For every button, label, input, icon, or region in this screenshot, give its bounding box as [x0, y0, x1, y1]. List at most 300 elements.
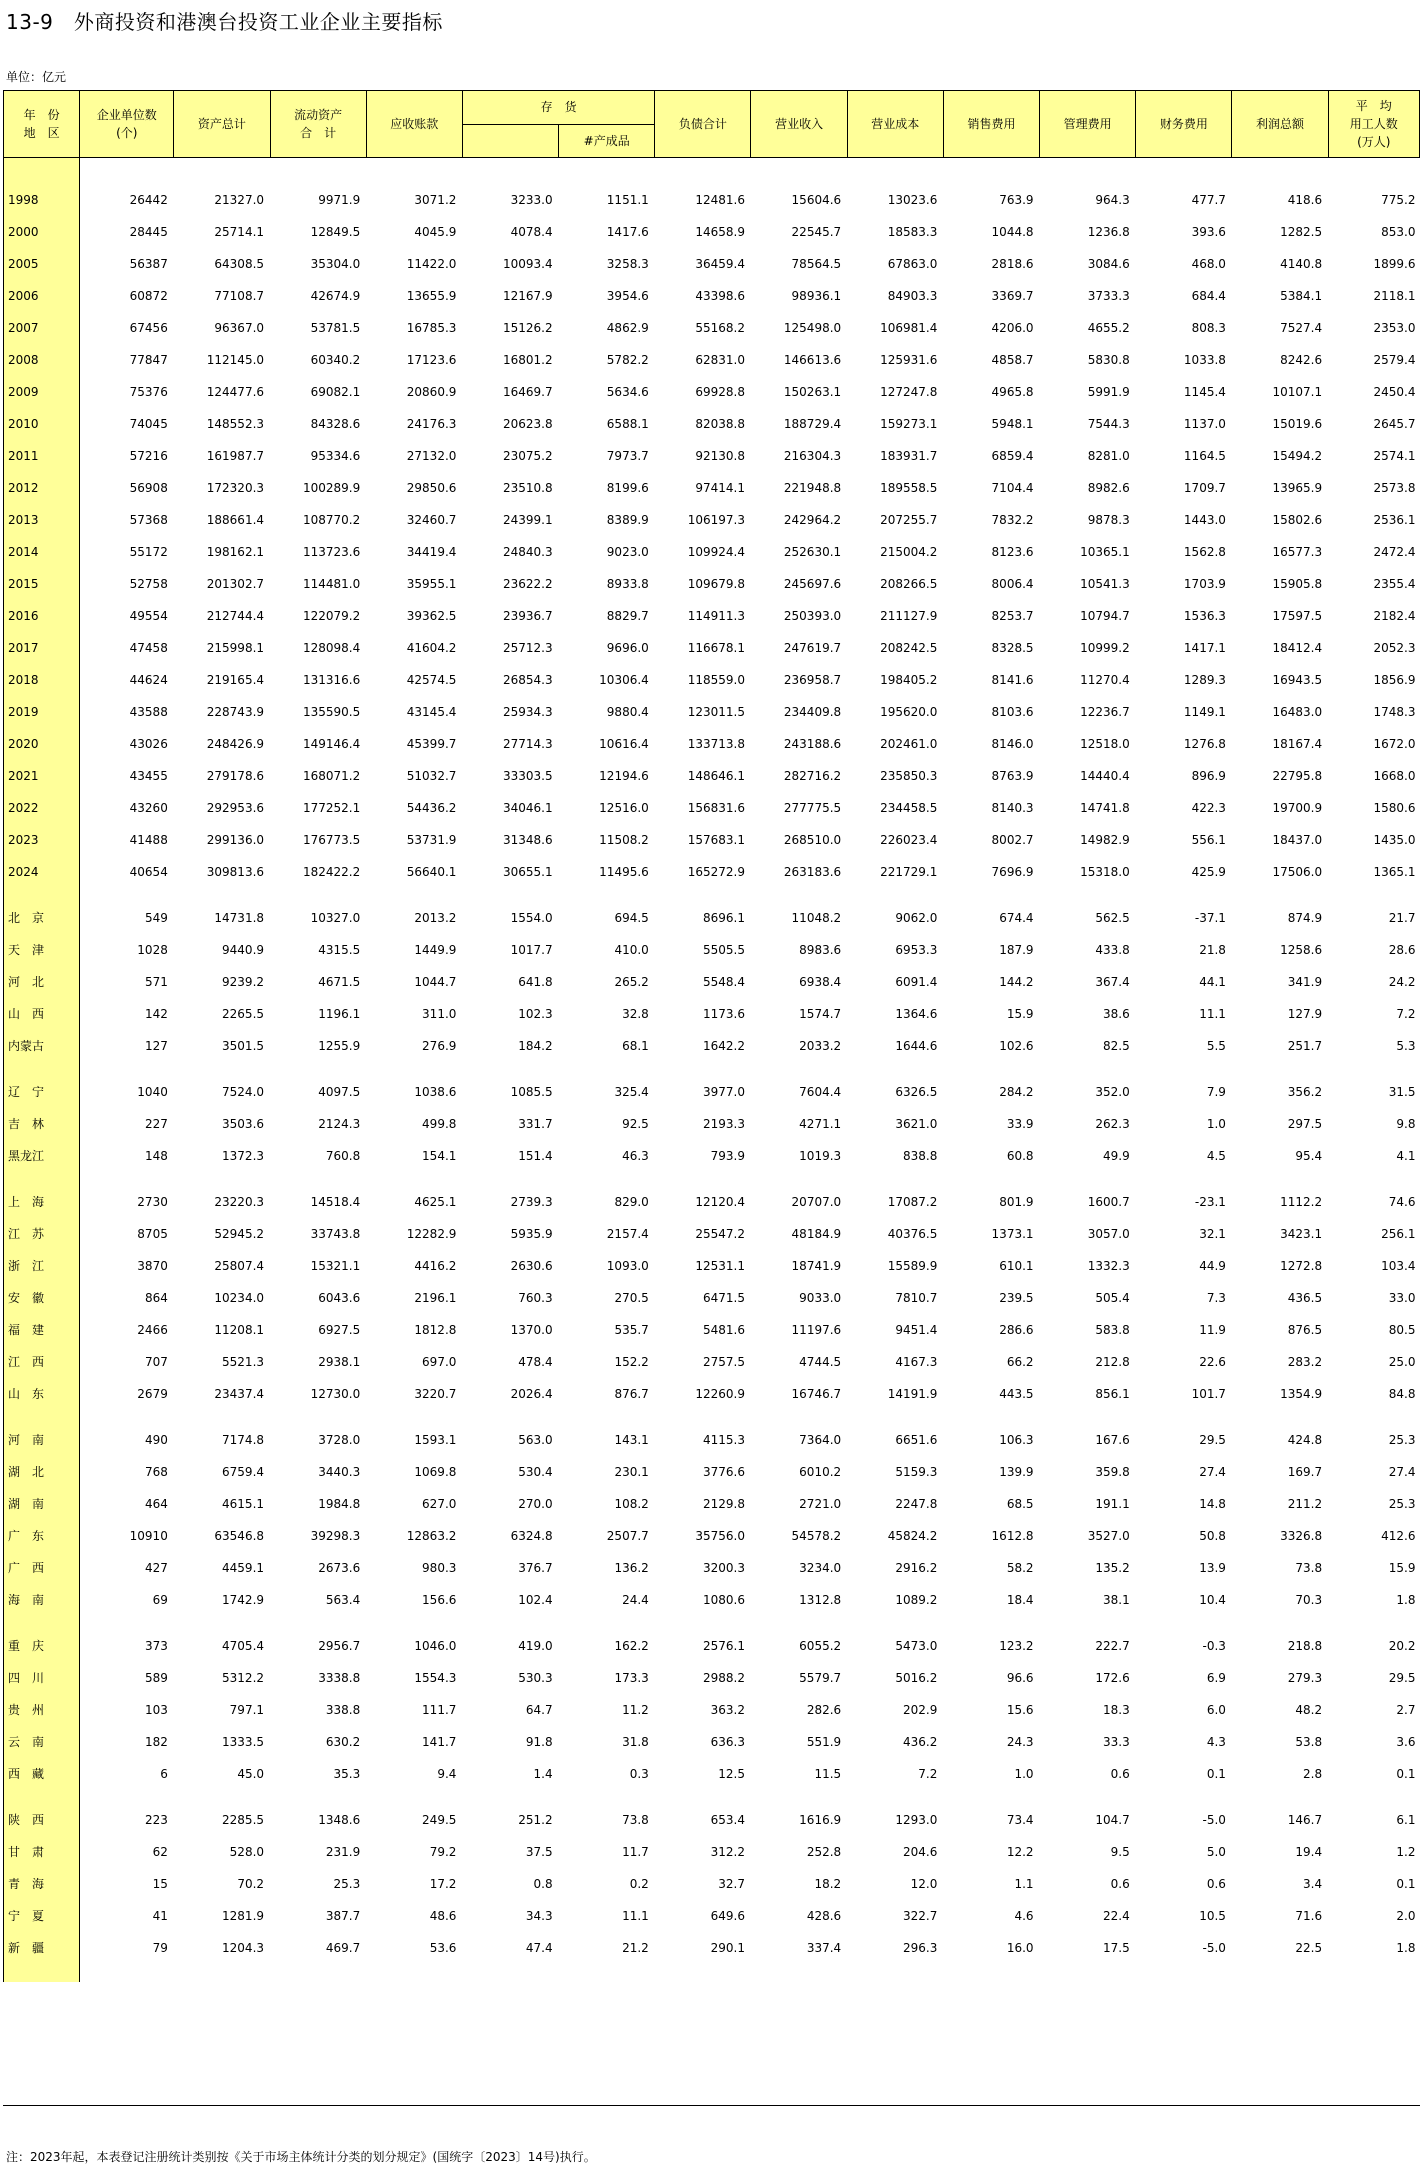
table-cell: 8983.6 [799, 943, 842, 957]
year-row [4, 792, 1420, 824]
table-cell: 4.3 [1206, 1735, 1226, 1749]
table-cell: 262.3 [1095, 1117, 1130, 1131]
table-cell: 12282.9 [406, 1227, 457, 1241]
table-cell: 468.0 [1191, 257, 1226, 271]
year-row [4, 632, 1420, 664]
header-revenue: 营业收入 [751, 91, 847, 158]
table-cell: 270.0 [518, 1497, 553, 1511]
table-cell: 7.3 [1206, 1291, 1226, 1305]
table-cell: 478.4 [518, 1355, 553, 1369]
table-cell: 1019.3 [799, 1149, 842, 1163]
table-cell: 114481.0 [302, 577, 361, 591]
table-cell: 114911.3 [687, 609, 745, 623]
table-cell: 2988.2 [702, 1671, 745, 1685]
table-cell: 1417.1 [1183, 641, 1226, 655]
table-cell: 8933.8 [606, 577, 649, 591]
table-cell: 58.2 [1006, 1561, 1034, 1575]
table-cell: 1276.8 [1183, 737, 1226, 751]
table-cell: 1164.5 [1183, 449, 1226, 463]
table-cell: 433.8 [1095, 943, 1130, 957]
table-cell: -0.3 [1202, 1639, 1226, 1653]
table-cell: 38.1 [1103, 1593, 1130, 1607]
table-cell: 156.6 [422, 1593, 457, 1607]
table-cell: 113723.6 [302, 545, 361, 559]
year-row [4, 312, 1420, 344]
table-cell: 122079.2 [302, 609, 361, 623]
table-cell: 29850.6 [406, 481, 457, 495]
table-cell: 299136.0 [206, 833, 265, 847]
year-label: 2005 [4, 248, 80, 280]
table-cell: 4206.0 [991, 321, 1034, 335]
table-cell: 1348.6 [318, 1813, 361, 1827]
unit-label: 单位：亿元 [6, 70, 67, 84]
table-cell: 1293.0 [895, 1813, 938, 1827]
table-cell: 284.2 [999, 1085, 1034, 1099]
table-cell: 188729.4 [783, 417, 842, 431]
table-cell: 25.3 [333, 1877, 361, 1891]
table-cell: 135.2 [1095, 1561, 1130, 1575]
table-cell: 1593.1 [414, 1433, 457, 1447]
table-cell: 60872 [129, 289, 168, 303]
table-cell: 1289.3 [1183, 673, 1226, 687]
table-cell: 0.1 [1206, 1767, 1226, 1781]
table-cell: 12.5 [718, 1767, 745, 1781]
table-cell: 2450.4 [1373, 385, 1416, 399]
table-cell: 3200.3 [702, 1561, 745, 1575]
table-cell: 95.4 [1295, 1149, 1323, 1163]
table-cell: 0.1 [1396, 1877, 1416, 1891]
table-cell: 106197.3 [687, 513, 745, 527]
table-cell: 530.4 [518, 1465, 553, 1479]
table-cell: 125498.0 [783, 321, 842, 335]
table-cell: 33303.5 [502, 769, 553, 783]
table-cell: 33.3 [1103, 1735, 1130, 1749]
table-cell: 111.7 [422, 1703, 457, 1717]
table-cell: 204.6 [903, 1845, 938, 1859]
table-cell: 127.9 [1287, 1007, 1323, 1021]
spacer-row [4, 1062, 1420, 1076]
header-inventory-sub [462, 124, 558, 158]
header-liabilities: 负债合计 [655, 91, 751, 158]
table-cell: 252630.1 [783, 545, 842, 559]
region-label: 海 南 [4, 1584, 80, 1616]
table-cell: 1443.0 [1183, 513, 1226, 527]
table-cell: 74.6 [1388, 1195, 1416, 1209]
table-cell: 1333.5 [222, 1735, 265, 1749]
table-cell: 32460.7 [406, 513, 457, 527]
table-cell: 5579.7 [799, 1671, 842, 1685]
table-cell: 3440.3 [318, 1465, 361, 1479]
table-cell: 4655.2 [1087, 321, 1130, 335]
table-cell: 11270.4 [1080, 673, 1130, 687]
table-cell: 23075.2 [502, 449, 553, 463]
table-cell: 177252.1 [302, 801, 361, 815]
table-cell: 45.0 [237, 1767, 265, 1781]
table-cell: 341.9 [1287, 975, 1323, 989]
year-label: 2009 [4, 376, 80, 408]
table-cell: 15 [152, 1877, 168, 1891]
table-cell: 630.2 [325, 1735, 361, 1749]
header-finished-goods: #产成品 [559, 124, 655, 158]
table-cell: 443.5 [999, 1387, 1034, 1401]
table-cell: 11.9 [1199, 1323, 1226, 1337]
table-cell: 2355.4 [1373, 577, 1416, 591]
region-label: 四 川 [4, 1662, 80, 1694]
year-row [4, 664, 1420, 696]
table-cell: 12531.1 [695, 1259, 745, 1273]
table-cell: 13965.9 [1272, 481, 1323, 495]
year-label: 1998 [4, 184, 80, 216]
table-cell: 7524.0 [222, 1085, 265, 1099]
region-row [4, 1456, 1420, 1488]
table-cell: 1748.3 [1373, 705, 1416, 719]
year-row [4, 408, 1420, 440]
spacer-row [4, 1410, 1420, 1424]
table-cell: 35756.0 [695, 1529, 745, 1543]
table-cell: 3084.6 [1087, 257, 1130, 271]
table-cell: 63546.8 [214, 1529, 265, 1543]
table-cell: 356.2 [1287, 1085, 1323, 1099]
table-cell: 7527.4 [1280, 321, 1323, 335]
table-cell: 24.3 [1006, 1735, 1034, 1749]
year-label: 2021 [4, 760, 80, 792]
table-cell: 102.3 [518, 1007, 553, 1021]
table-cell: 8328.5 [991, 641, 1034, 655]
table-cell: 359.8 [1095, 1465, 1130, 1479]
table-cell: 45824.2 [887, 1529, 938, 1543]
table-cell: 25.3 [1388, 1433, 1416, 1447]
table-cell: 2033.2 [799, 1039, 842, 1053]
table-cell: 7973.7 [606, 449, 649, 463]
table-cell: 15321.1 [310, 1259, 361, 1273]
table-cell: 0.3 [629, 1767, 649, 1781]
table-cell: 11197.6 [791, 1323, 842, 1337]
table-cell: 216304.3 [783, 449, 842, 463]
table-cell: 15604.6 [791, 193, 842, 207]
header-cost: 营业成本 [847, 91, 943, 158]
table-cell: 1644.6 [895, 1039, 938, 1053]
table-cell: 77847 [129, 353, 168, 367]
table-cell: 2536.1 [1373, 513, 1416, 527]
table-cell: 32.1 [1199, 1227, 1226, 1241]
table-cell: 151.4 [518, 1149, 553, 1163]
table-cell: 15589.9 [887, 1259, 938, 1273]
table-cell: 3728.0 [318, 1433, 361, 1447]
table-cell: 337.4 [806, 1941, 842, 1955]
table-cell: 793.9 [710, 1149, 745, 1163]
table-cell: 3234.0 [799, 1561, 842, 1575]
table-cell: 768 [144, 1465, 168, 1479]
table-cell: 2196.1 [414, 1291, 457, 1305]
table-cell: 79.2 [429, 1845, 457, 1859]
table-cell: 1612.8 [991, 1529, 1034, 1543]
table-cell: 222.7 [1095, 1639, 1130, 1653]
table-cell: 2630.6 [510, 1259, 553, 1273]
header-current-assets: 流动资产 合 计 [270, 91, 366, 158]
table-cell: 33.0 [1388, 1291, 1416, 1305]
table-cell: 41488 [129, 833, 168, 847]
table-cell: 157683.1 [687, 833, 745, 847]
table-cell: 41 [152, 1909, 168, 1923]
table-cell: 16577.3 [1272, 545, 1323, 559]
table-cell: 57216 [129, 449, 168, 463]
year-label: 2008 [4, 344, 80, 376]
table-cell: 10093.4 [502, 257, 553, 271]
table-cell: 10234.0 [214, 1291, 265, 1305]
table-cell: 22.6 [1199, 1355, 1226, 1369]
table-cell: 43455 [129, 769, 168, 783]
table-cell: 22.4 [1103, 1909, 1130, 1923]
table-cell: 62 [152, 1845, 168, 1859]
region-row [4, 1186, 1420, 1218]
table-cell: 3954.6 [606, 289, 649, 303]
table-cell: 8141.6 [991, 673, 1034, 687]
table-cell: 9062.0 [895, 911, 938, 925]
table-cell: 142 [144, 1007, 168, 1021]
table-cell: 286.6 [999, 1323, 1034, 1337]
table-cell: 15905.8 [1272, 577, 1323, 591]
table-cell: 853.0 [1381, 225, 1416, 239]
table-cell: -23.1 [1194, 1195, 1226, 1209]
table-cell: 3.6 [1396, 1735, 1416, 1749]
table-cell: 7364.0 [799, 1433, 842, 1447]
header-employees: 平 均 用工人数 (万人) [1328, 91, 1419, 158]
table-cell: 172320.3 [206, 481, 265, 495]
table-cell: 583.8 [1095, 1323, 1130, 1337]
region-row [4, 902, 1420, 934]
table-cell: 9880.4 [606, 705, 649, 719]
table-cell: 367.4 [1095, 975, 1130, 989]
table-cell: 1856.9 [1373, 673, 1416, 687]
table-cell: 108.2 [614, 1497, 649, 1511]
region-row [4, 1378, 1420, 1410]
region-label: 广 东 [4, 1520, 80, 1552]
year-label: 2011 [4, 440, 80, 472]
table-cell: 6953.3 [895, 943, 938, 957]
table-cell: 5935.9 [510, 1227, 553, 1241]
table-cell: 227 [144, 1117, 168, 1131]
table-cell: 964.3 [1095, 193, 1130, 207]
table-cell: 7696.9 [991, 865, 1034, 879]
table-cell: 296.3 [903, 1941, 938, 1955]
table-cell: 68.1 [622, 1039, 649, 1053]
table-cell: 19700.9 [1272, 801, 1323, 815]
region-label: 陕 西 [4, 1804, 80, 1836]
region-label: 重 庆 [4, 1630, 80, 1662]
table-cell: 25934.3 [502, 705, 553, 719]
table-cell: 610.1 [999, 1259, 1034, 1273]
table-cell: 387.7 [325, 1909, 361, 1923]
table-cell: 418.6 [1287, 193, 1323, 207]
table-cell: 123011.5 [687, 705, 745, 719]
table-cell: 24399.1 [502, 513, 553, 527]
table-cell: 312.2 [710, 1845, 745, 1859]
table-cell: 3977.0 [702, 1085, 745, 1099]
table-cell: 69082.1 [310, 385, 361, 399]
table-cell: 9451.4 [895, 1323, 938, 1337]
table-cell: 45399.7 [406, 737, 457, 751]
year-row [4, 344, 1420, 376]
table-cell: 15126.2 [502, 321, 553, 335]
table-cell: 1709.7 [1183, 481, 1226, 495]
table-cell: 62831.0 [695, 353, 745, 367]
table-cell: 1332.3 [1087, 1259, 1130, 1273]
table-cell: 1149.1 [1183, 705, 1226, 719]
table-cell: 168071.2 [302, 769, 361, 783]
table-cell: 73.4 [1006, 1813, 1034, 1827]
region-label: 河 南 [4, 1424, 80, 1456]
table-cell: 9033.0 [799, 1291, 842, 1305]
table-cell: 215004.2 [880, 545, 938, 559]
table-cell: 67456 [129, 321, 168, 335]
table-cell: 1812.8 [414, 1323, 457, 1337]
table-cell: 1.0 [1206, 1117, 1226, 1131]
table-cell: 3621.0 [895, 1117, 938, 1131]
table-cell: 15019.6 [1272, 417, 1323, 431]
table-cell: 230.1 [614, 1465, 649, 1479]
table-cell: 69928.8 [695, 385, 745, 399]
table-cell: 28445 [129, 225, 168, 239]
table-cell: 143.1 [614, 1433, 649, 1447]
table-cell: 3071.2 [414, 193, 457, 207]
table-cell: 808.3 [1191, 321, 1226, 335]
table-cell: 162.2 [614, 1639, 649, 1653]
region-row [4, 1076, 1420, 1108]
table-cell: 5505.5 [702, 943, 745, 957]
table-cell: 27.4 [1199, 1465, 1226, 1479]
table-cell: 410.0 [614, 943, 649, 957]
table-cell: 697.0 [422, 1355, 457, 1369]
table-cell: 464 [144, 1497, 168, 1511]
table-cell: 91.8 [525, 1735, 553, 1749]
table-cell: 563.4 [325, 1593, 361, 1607]
table-cell: 18437.0 [1272, 833, 1323, 847]
table-cell: 8705 [137, 1227, 168, 1241]
table-cell: 2.0 [1396, 1909, 1416, 1923]
table-cell: 1089.2 [895, 1593, 938, 1607]
table-cell: 6326.5 [895, 1085, 938, 1099]
year-row [4, 184, 1420, 216]
table-cell: 202.9 [903, 1703, 938, 1717]
table-cell: 4459.1 [222, 1561, 265, 1575]
table-cell: 149146.4 [302, 737, 361, 751]
table-cell: 1272.8 [1280, 1259, 1323, 1273]
table-cell: 563.0 [518, 1433, 553, 1447]
table-cell: 234458.5 [880, 801, 938, 815]
table-cell: 7174.8 [222, 1433, 265, 1447]
region-label: 江 苏 [4, 1218, 80, 1250]
table-cell: 2673.6 [318, 1561, 361, 1575]
year-label: 2010 [4, 408, 80, 440]
table-cell: 1017.7 [510, 943, 553, 957]
table-cell: 10616.4 [599, 737, 649, 751]
year-row [4, 728, 1420, 760]
table-cell: 3258.3 [606, 257, 649, 271]
table-cell: 172.6 [1095, 1671, 1130, 1685]
table-cell: 12849.5 [310, 225, 361, 239]
table-cell: 297.5 [1287, 1117, 1323, 1131]
table-cell: 5473.0 [895, 1639, 938, 1653]
table-cell: 123.2 [999, 1639, 1034, 1653]
region-row [4, 1030, 1420, 1062]
table-cell: 6010.2 [799, 1465, 842, 1479]
table-cell: 17123.6 [406, 353, 457, 367]
table-cell: 15.9 [1006, 1007, 1034, 1021]
region-row [4, 1140, 1420, 1172]
table-cell: 144.2 [999, 975, 1034, 989]
table-cell: 3776.6 [702, 1465, 745, 1479]
table-cell: 109679.8 [687, 577, 745, 591]
table-cell: 8389.9 [606, 513, 649, 527]
table-cell: 2938.1 [318, 1355, 361, 1369]
table-cell: 46.3 [622, 1149, 649, 1163]
table-cell: 20707.0 [791, 1195, 842, 1209]
table-cell: 1.2 [1396, 1845, 1416, 1859]
table-cell: 10541.3 [1080, 577, 1130, 591]
table-cell: 8242.6 [1280, 353, 1323, 367]
region-label: 云 南 [4, 1726, 80, 1758]
table-cell: 18583.3 [887, 225, 938, 239]
table-cell: 161987.7 [206, 449, 265, 463]
table-cell: 436.5 [1287, 1291, 1323, 1305]
table-cell: 1173.6 [702, 1007, 745, 1021]
table-cell: 169.7 [1287, 1465, 1323, 1479]
table-cell: 68.5 [1006, 1497, 1034, 1511]
table-cell: 838.8 [903, 1149, 938, 1163]
table-cell: 48.2 [1295, 1703, 1323, 1717]
table-cell: 195620.0 [880, 705, 938, 719]
header-firms: 企业单位数 (个) [80, 91, 174, 158]
table-cell: 3369.7 [991, 289, 1034, 303]
table-cell: 2916.2 [895, 1561, 938, 1575]
table-cell: 3233.0 [510, 193, 553, 207]
table-cell: 56908 [129, 481, 168, 495]
table-cell: 571 [144, 975, 168, 989]
table-cell: 3338.8 [318, 1671, 361, 1685]
table-cell: 23220.3 [214, 1195, 265, 1209]
table-cell: 292953.6 [206, 801, 265, 815]
table-cell: 73.8 [622, 1813, 649, 1827]
table-cell: 1536.3 [1183, 609, 1226, 623]
table-cell: 18167.4 [1272, 737, 1323, 751]
table-cell: 2157.4 [606, 1227, 649, 1241]
table-cell: 30655.1 [502, 865, 553, 879]
region-label: 北 京 [4, 902, 80, 934]
table-cell: 1672.0 [1373, 737, 1416, 751]
table-cell: 9971.9 [318, 193, 361, 207]
table-cell: 44.9 [1199, 1259, 1226, 1273]
table-cell: 34046.1 [502, 801, 553, 815]
table-cell: 3423.1 [1280, 1227, 1323, 1241]
table-cell: 393.6 [1191, 225, 1226, 239]
table-cell: 84328.6 [310, 417, 361, 431]
table-cell: 13023.6 [887, 193, 938, 207]
table-cell: 27.4 [1388, 1465, 1416, 1479]
table-cell: 2285.5 [222, 1813, 265, 1827]
table-cell: 211.2 [1287, 1497, 1323, 1511]
year-label: 2013 [4, 504, 80, 536]
table-cell: 4.1 [1396, 1149, 1416, 1163]
table-cell: 6043.6 [318, 1291, 361, 1305]
table-cell: 40376.5 [887, 1227, 938, 1241]
table-cell: 131316.6 [302, 673, 361, 687]
year-label: 2007 [4, 312, 80, 344]
table-cell: 29.5 [1388, 1671, 1416, 1685]
table-cell: 84.8 [1388, 1387, 1416, 1401]
table-cell: 211127.9 [880, 609, 938, 623]
table-cell: 896.9 [1191, 769, 1226, 783]
region-label: 新 疆 [4, 1932, 80, 1964]
